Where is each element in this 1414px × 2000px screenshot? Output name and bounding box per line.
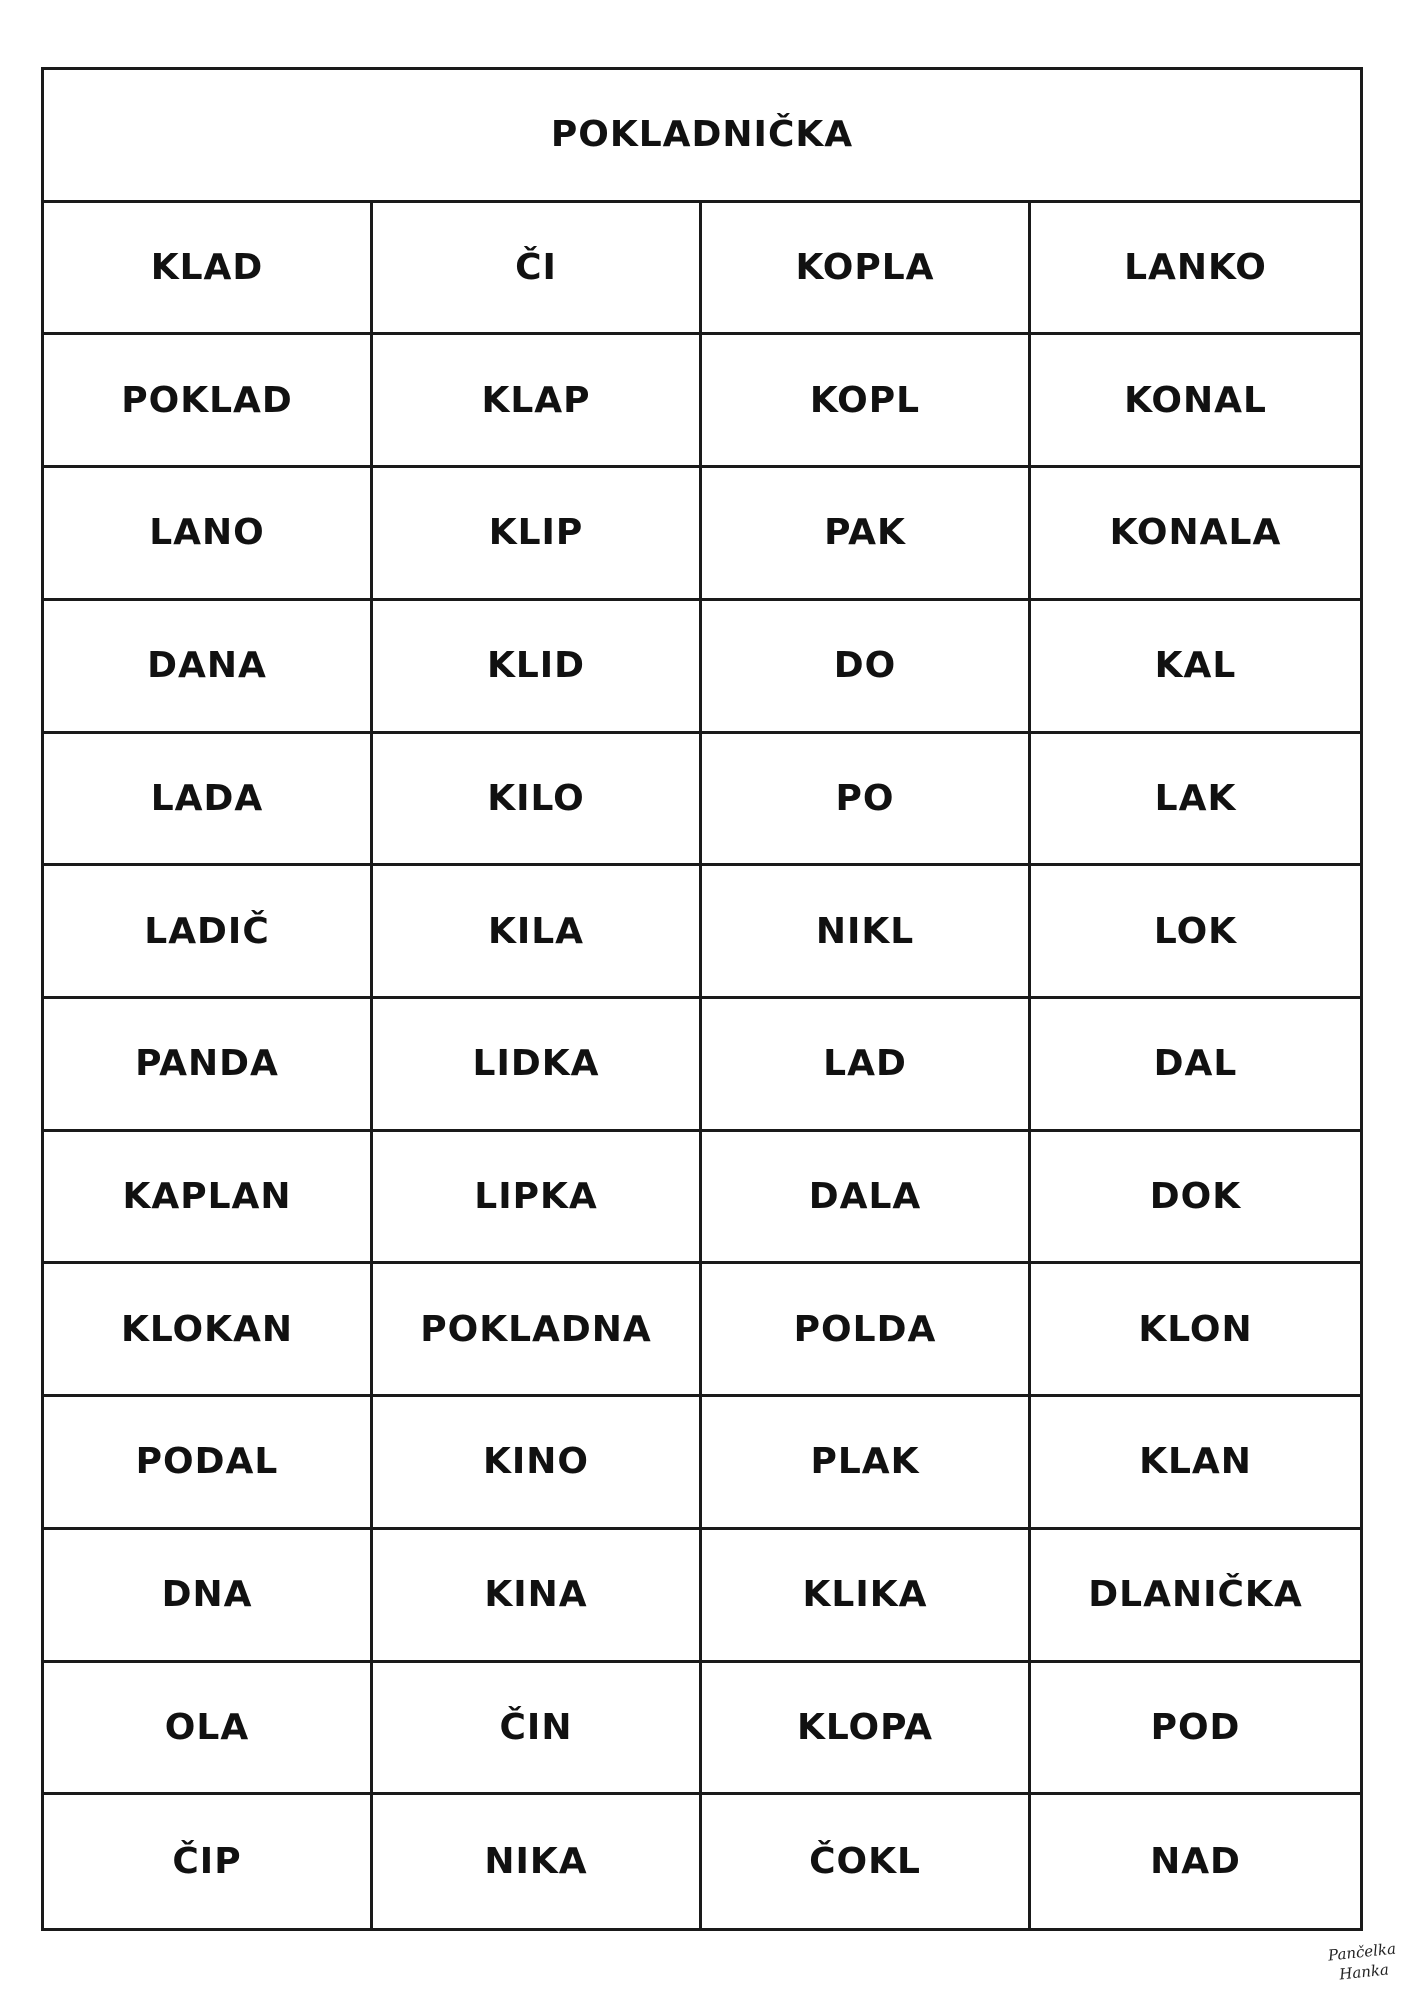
word-cell: KOPLA [702,203,1031,336]
word-cell: KAL [1031,601,1360,734]
word-cell: KLOPA [702,1663,1031,1796]
word-cell: PLAK [702,1397,1031,1530]
word-cell: KINA [373,1530,702,1663]
word-cell: NIKL [702,866,1031,999]
word-cell: NAD [1150,1841,1241,1883]
word-cell: KILO [373,734,702,867]
signature-line-1: Pančelka [1327,1939,1397,1965]
word-cell: DOK [1031,1132,1360,1265]
word-cell: LANKO [1031,203,1360,336]
word-cell: KLIKA [702,1530,1031,1663]
word-cell: KLAN [1031,1397,1360,1530]
word-cell: LANO [44,468,373,601]
word-cell: ČIN [373,1663,702,1796]
word-cell: KLOKAN [44,1264,373,1397]
word-cell: NIKA [373,1795,702,1928]
word-cell: DAL [1031,999,1360,1132]
word-cell: KILA [373,866,702,999]
word-cell: LIPKA [373,1132,702,1265]
word-cell: DLANIČKA [1031,1530,1360,1663]
table-title: POKLADNIČKA [44,70,1360,203]
word-cell: LADA [44,734,373,867]
word-cell: LAK [1031,734,1360,867]
word-cell: POKLAD [44,335,373,468]
signature-line-2: Hanka [1338,1960,1390,1984]
word-cell: KONALA [1031,468,1360,601]
word-cell: KLID [373,601,702,734]
word-cell: POKLADNA [373,1264,702,1397]
word-cell: KONAL [1031,335,1360,468]
word-cell: POD [1031,1663,1360,1796]
author-signature [1316,1937,1410,1986]
word-cell: LIDKA [373,999,702,1132]
word-table [41,67,1363,1931]
word-cell: KINO [373,1397,702,1530]
word-cell: KLON [1031,1264,1360,1397]
word-cell: PODAL [44,1397,373,1530]
word-cell: KOPL [702,335,1031,468]
word-cell: DANA [44,601,373,734]
word-cell: OLA [44,1663,373,1796]
word-cell: DO [702,601,1031,734]
word-cell: DALA [702,1132,1031,1265]
word-cell: KLAD [44,203,373,336]
word-cell: KLIP [373,468,702,601]
word-cell: KAPLAN [44,1132,373,1265]
word-cell: PO [702,734,1031,867]
word-cell: LAD [702,999,1031,1132]
word-cell: KLAP [373,335,702,468]
word-cell: LOK [1031,866,1360,999]
word-cell: PANDA [44,999,373,1132]
word-cell: ČIP [44,1795,373,1928]
word-cell: ČI [373,203,702,336]
word-cell: ČOKL [702,1795,1031,1928]
word-cell: DNA [44,1530,373,1663]
word-cell: LADIČ [44,866,373,999]
word-cell: PAK [702,468,1031,601]
word-cell: POLDA [702,1264,1031,1397]
